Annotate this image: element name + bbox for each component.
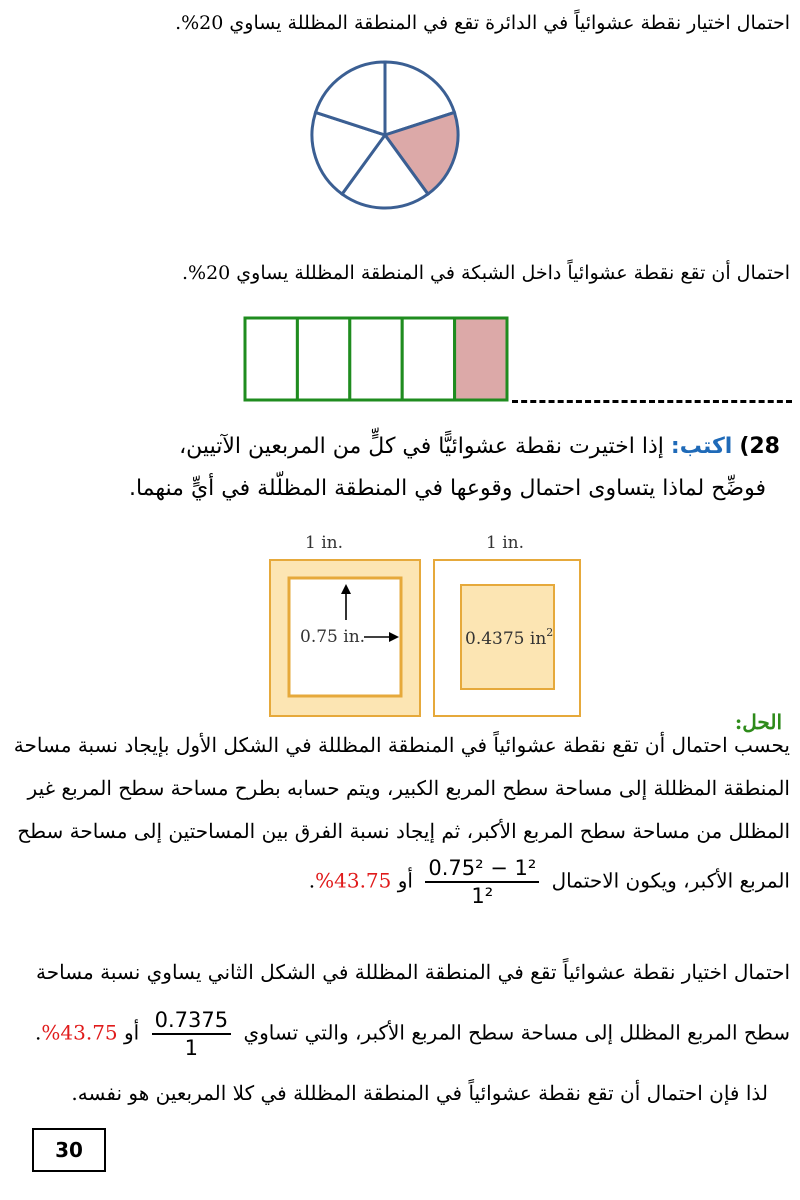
solution-p2-line-1: احتمال اختيار نقطة عشوائياً تقع في المنطقة المظللة في الشكل الثاني يساوي نسبة مساحة [36, 960, 790, 984]
fraction-2-denominator: 1 [184, 1036, 199, 1061]
solution-p2-last-line: سطح المربع المظلل إلى مساحة سطح المربع الأكبر، والتي تساوي $\frac{0.7375}{1}$ أو 43.75%. [35, 1008, 790, 1061]
right-inner-label-sup: 2 [546, 626, 554, 639]
question-label: اكتب: [670, 434, 733, 459]
solution-p1-last-line: المربع الأكبر، ويكون الاحتمال $\frac{\text{1² − 0.75²}}{\text{1²}}$ أو 43.75%. [308, 856, 790, 909]
left-square-top-label: 1 in. [304, 533, 344, 553]
result-2: 43.75% [41, 1020, 118, 1045]
fraction-1 [425, 856, 539, 908]
right-inner-label: 0.4375 in [465, 629, 547, 649]
solution-p1-line-3: المظلل من مساحة سطح المربع الأكبر، ثم إيجاد نسبة الفرق بين المساحتين إلى مساحة سطح [17, 819, 790, 843]
grid-cell [350, 318, 402, 400]
right-square-top-label: 1 in. [485, 533, 525, 553]
question-number: 28) [739, 434, 780, 459]
fraction-1-numerator: 1² − 0.75² [425, 856, 539, 883]
p1-last-prefix: المربع الأكبر، ويكون الاحتمال [551, 868, 790, 893]
result-1: 43.75% [315, 868, 392, 893]
solution-p1-line-1: يحسب احتمال أن تقع نقطة عشوائياً في المنطقة المظللة في الشكل الأول بإيجاد نسبة مساحة [13, 733, 790, 757]
grid-figure [243, 316, 509, 402]
solution-p1-line-2: المنطقة المظللة إلى مساحة سطح المربع الكبير، ويتم حسابه بطرح مساحة سطح المربع غير [27, 776, 790, 800]
fraction-1-denominator: 1² [471, 884, 494, 909]
fraction-2-numerator: 0.7375 [152, 1008, 231, 1035]
solution-label: الحل: [734, 710, 782, 734]
or-word-1: أو [397, 868, 413, 893]
fraction-2 [152, 1008, 231, 1060]
circle-figure [305, 55, 465, 215]
grid-statement: احتمال أن تقع نقطة عشوائياً داخل الشبكة في المنطقة المظللة يساوي 20%. [181, 262, 790, 284]
circle-statement: احتمال اختيار نقطة عشوائياً في الدائرة تقع في المنطقة المظللة يساوي 20%. [175, 12, 790, 34]
grid-cell [297, 318, 349, 400]
dashed-separator [512, 400, 792, 403]
grid-cell-shaded [455, 318, 507, 400]
or-word-2: أو [124, 1020, 140, 1045]
question-line-1 [179, 434, 780, 459]
p2-last-prefix: سطح المربع المظلل إلى مساحة سطح المربع الأكبر، والتي تساوي [243, 1020, 790, 1045]
question-text-1: إذا اختيرت نقطة عشوائيًّا في كلٍّ من المربعين الآتيين، [179, 434, 664, 459]
page-number: 30 [32, 1128, 106, 1172]
question-line-2: فوضِّح لماذا يتساوى احتمال وقوعها في المنطقة المظلّلة في أيٍّ منهما. [128, 476, 766, 501]
grid-cell [245, 318, 297, 400]
squares-figure [262, 528, 592, 723]
svg-text:0.4375 in2 [465, 626, 553, 649]
solution-paragraph-1 [10, 724, 790, 853]
solution-conclusion: لذا فإن احتمال أن تقع نقطة عشوائياً في المنطقة المظللة في كلا المربعين هو نفسه. [71, 1081, 768, 1105]
left-inner-label: 0.75 in. [300, 627, 366, 647]
grid-cell [402, 318, 454, 400]
